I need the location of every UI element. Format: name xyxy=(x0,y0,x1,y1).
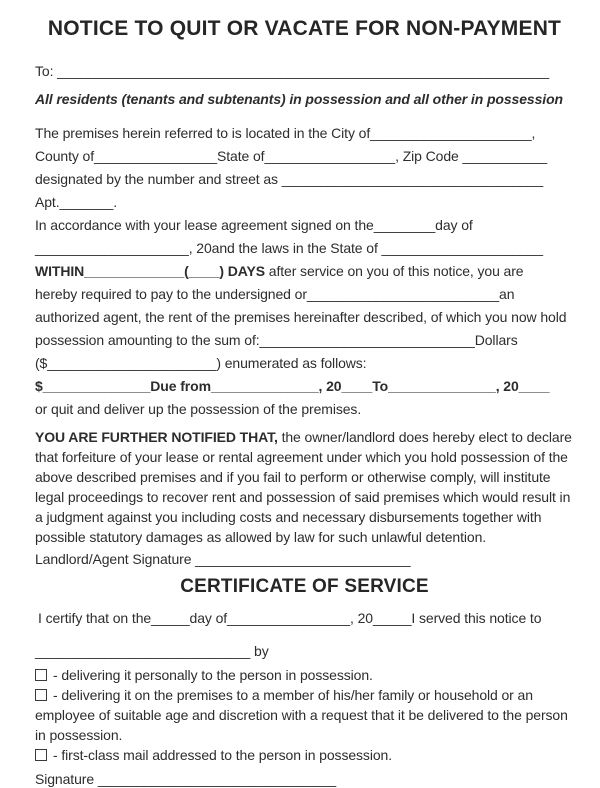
service-method-label: - delivering it on the premises to a member of his/her family or household or an employee of suitable age and discretion with a request that it be delivered to the person in possession. xyxy=(35,687,568,743)
certificate-of-service-heading: CERTIFICATE OF SERVICE xyxy=(180,576,429,597)
service-method-household xyxy=(35,685,572,745)
document-title: NOTICE TO QUIT OR VACATE FOR NON-PAYMENT xyxy=(47,17,562,40)
service-method-list xyxy=(35,665,574,765)
further-notice-text: the owner/landlord does hereby elect to declare that forfeiture of your lease or rental agreement under which you hold possession of the above described premises and if you fail to perform or otherwise comply, will institute legal proceedings to recover rent and possession of said premises which would result in a judgment against you including costs and necessary disbursements together with possible statutory damages as allowed by law for such unlawful detention. xyxy=(35,429,572,545)
service-method-mail xyxy=(35,745,572,765)
to-label: To: xyxy=(35,63,58,79)
line-or-quit: or quit and deliver up the possession of the premises. xyxy=(35,401,362,417)
line-lease-year-state: ____________________, 20and the laws in the State of _____________________ xyxy=(35,240,543,256)
line-pay-undersigned: hereby required to pay to the undersigned or_________________________an xyxy=(35,286,515,302)
line-county-state-zip: County of________________State of_________________, Zip Code ___________ xyxy=(35,148,548,164)
line-premises-city: The premises herein referred to is located in the City of_____________________, xyxy=(35,125,536,141)
notice-body xyxy=(35,122,574,421)
line-enumerated: ($______________________) enumerated as follows: xyxy=(35,355,367,371)
line-within-days xyxy=(35,260,574,283)
within-days-rest: after service on you of this notice, you are xyxy=(264,263,524,279)
service-method-label: - first-class mail addressed to the person in possession. xyxy=(53,747,393,763)
line-street-designation: designated by the number and street as __________________________________ xyxy=(35,171,544,187)
checkbox-icon xyxy=(35,669,47,681)
service-method-label: - delivering it personally to the person in possession. xyxy=(53,667,373,683)
certify-date-line: I certify that on the_____day of________________, 20_____I served this notice to xyxy=(38,610,542,626)
served-to-line: ____________________________ by xyxy=(35,643,269,659)
further-notice-lead: YOU ARE FURTHER NOTIFIED THAT, xyxy=(35,429,278,445)
line-sum-dollars: possession amounting to the sum of:____________________________Dollars xyxy=(35,332,518,348)
within-days-bold: WITHIN_____________(____) DAYS xyxy=(35,263,265,279)
line-due-from-to: $______________Due from______________, 20____To______________, 20____ xyxy=(35,378,550,394)
line-lease-signed: In accordance with your lease agreement signed on the________day of xyxy=(35,217,473,233)
addressee-note: All residents (tenants and subtenants) in possession and all other in possession xyxy=(35,91,563,107)
line-apt: Apt._______. xyxy=(35,194,118,210)
landlord-agent-signature-line: Landlord/Agent Signature ____________________________ xyxy=(35,551,411,567)
to-blank: ________________________________________________________________ xyxy=(57,63,550,79)
to-line xyxy=(35,60,574,82)
server-signature-line: Signature _______________________________ xyxy=(35,771,337,787)
service-method-personal xyxy=(35,665,572,685)
line-authorized-agent: authorized agent, the rent of the premises hereinafter described, of which you now hold xyxy=(35,309,567,325)
checkbox-icon xyxy=(35,689,47,701)
checkbox-icon xyxy=(35,749,47,761)
further-notice-paragraph xyxy=(35,427,572,547)
